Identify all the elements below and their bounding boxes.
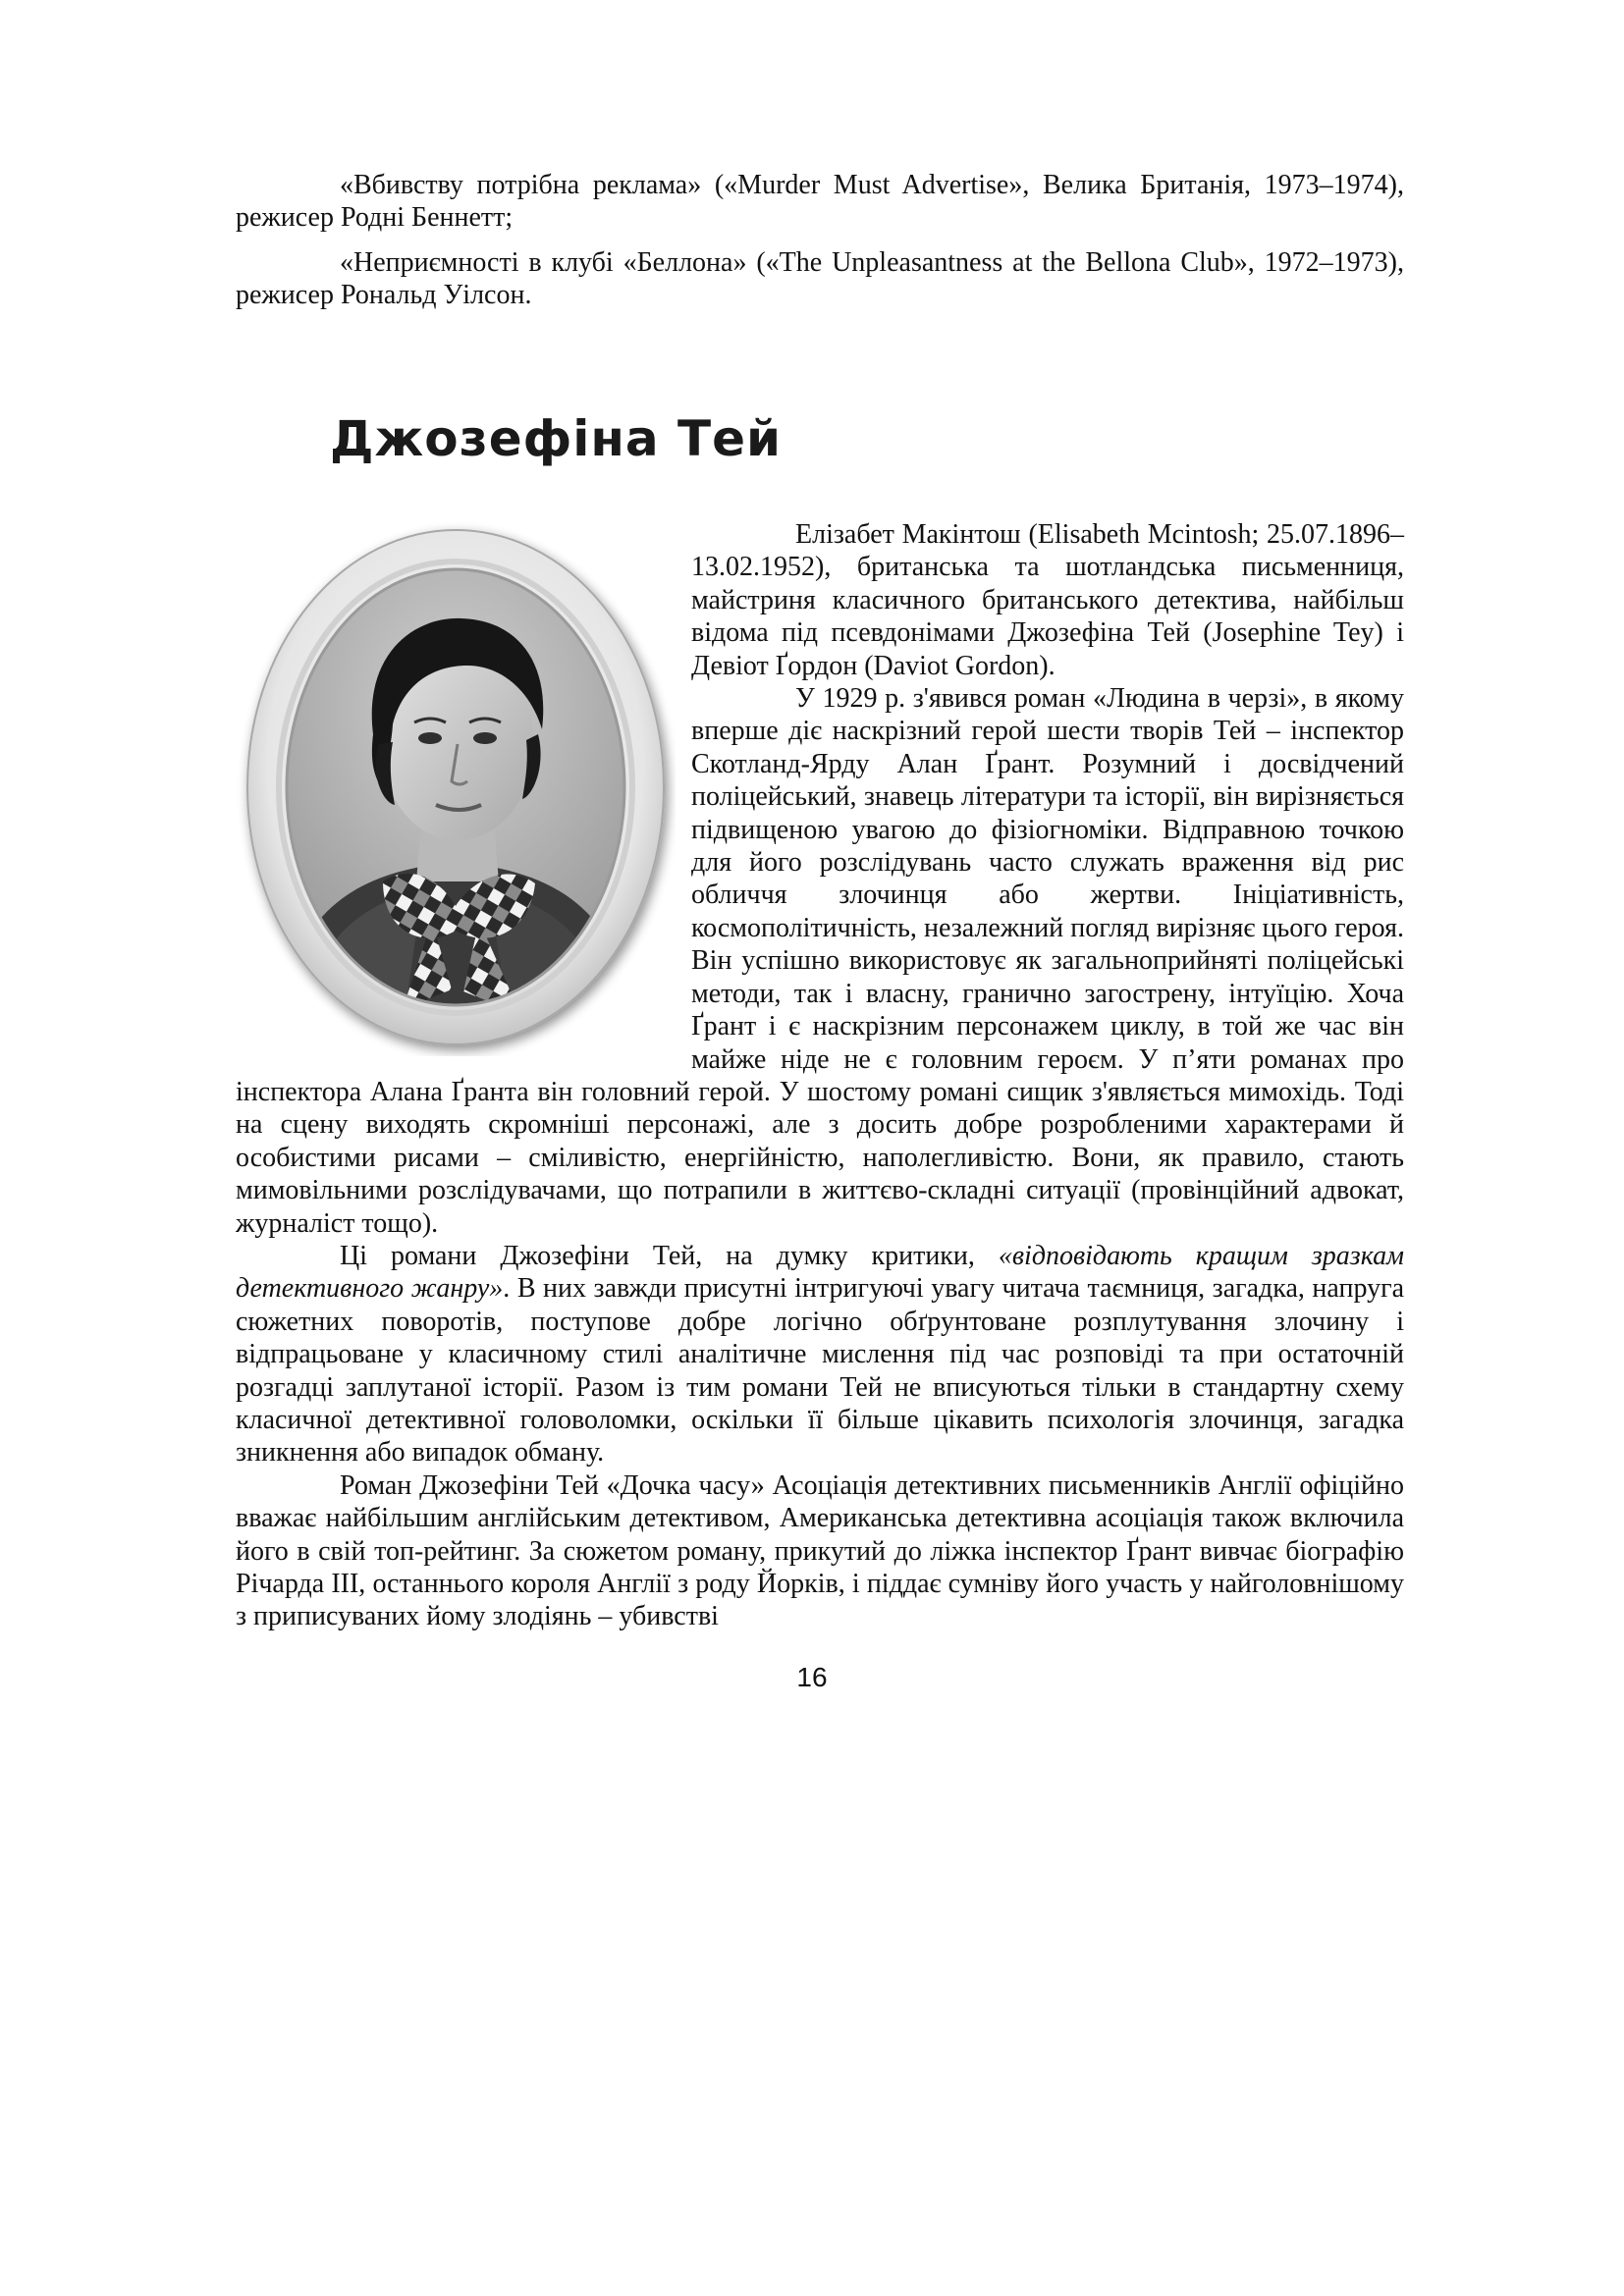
text-run: . В них завжди присутні інтригуючі увагу читача таємниця, загадка, напруга сюжетних поворотів, поступове добре логічно обґрунтоване розплутування злочину і відпрацьоване у класичному стилі аналітичне мислення під час розповіді та при остаточній розгадці заплутаної історії. Разом із тим романи Тей не вписуються тільки в стандартну схему класичної детективної головоломки, оскільки її більше цікавить психологія злочинця, загадка зникнення або випадок обману. [236, 1273, 1404, 1468]
paragraph: Роман Джозефіни Тей «Дочка часу» Асоціація детективних письменників Англії офіційно вважає найбільшим англійським детективом, Американська детективна асоціація також включила його в свій топ-рейтинг. За сюжетом роману, прикутий до ліжка інспектор Ґрант вивчає біографію Річарда III, останнього короля Англії з роду Йорків, і піддає сумніву його участь у найголовнішому з приписуваних йому злодіянь – убивстві [236, 1469, 1404, 1632]
page-number: 16 [796, 1662, 828, 1692]
paragraph: У 1929 р. з'явився роман «Людина в черзі», в якому вперше діє наскрізний герой шести творів Тей – інспектор Скотланд-Ярду Алан Ґрант. Розумний і досвідчений поліцейський, знавець літератури та історії, він вирізняється підвищеною увагою до фізіогноміки. Відправною точкою для його розслідувань часто служать враження від рис обличчя злочинця або жертви. Ініціативність, космополітичність, незалежний погляд вирізняє цього героя. Він успішно використовує як загальноприйняті поліцейські методи, так і власну, гранично загострену, інтуїцію. Хоча Ґрант і є наскрізним персонажем циклу, в той же час він майже ніде не є головним героєм. У п’яти романах про інспектора Алана Ґранта він головний герой. У шостому романі сищик з'являється мимохідь. Тоді на сцену виходять скромніші персонажі, але з досить добре розробленими характерами й особистими рисами – сміливістю, енергійністю, наполегливістю. Вони, як правило, стають мимовільними розслідувачами, що потрапили в життєво-складні ситуації (провінційний адвокат, журналіст тощо). [236, 683, 1404, 1239]
portrait-photo [236, 518, 676, 1056]
text-run: Ці романи Джозефіни Тей, на думку критики, [340, 1240, 999, 1271]
intro-text [236, 169, 1404, 312]
paragraph: «Вбивству потрібна реклама» («Murder Must Advertise», Велика Британія, 1973–1974), режисер Родні Беннетт; [236, 170, 1404, 234]
paragraph: «Неприємності в клубі «Беллона» («The Unpleasantness at the Bellona Club», 1972–1973), режисер Рональд Уілсон. [236, 246, 1404, 311]
article-body [236, 518, 1404, 1633]
section-heading: Джозефіна Тей [330, 410, 783, 467]
critics-quote: «відповідають кращим зразкам детективного жанру» [236, 1240, 1405, 1305]
paragraph: Елізабет Макінтош (Elisabeth Mcintosh; 25.07.1896–13.02.1952), британська та шотландська письменниця, майстриня класичного британського детектива, найбільш відома під псевдонімами Джозефіна Тей (Josephine Tey) і Девіот Ґордон (Daviot Gordon). [691, 519, 1404, 681]
paragraph [236, 1240, 1404, 1469]
portrait-illustration [236, 518, 676, 1056]
